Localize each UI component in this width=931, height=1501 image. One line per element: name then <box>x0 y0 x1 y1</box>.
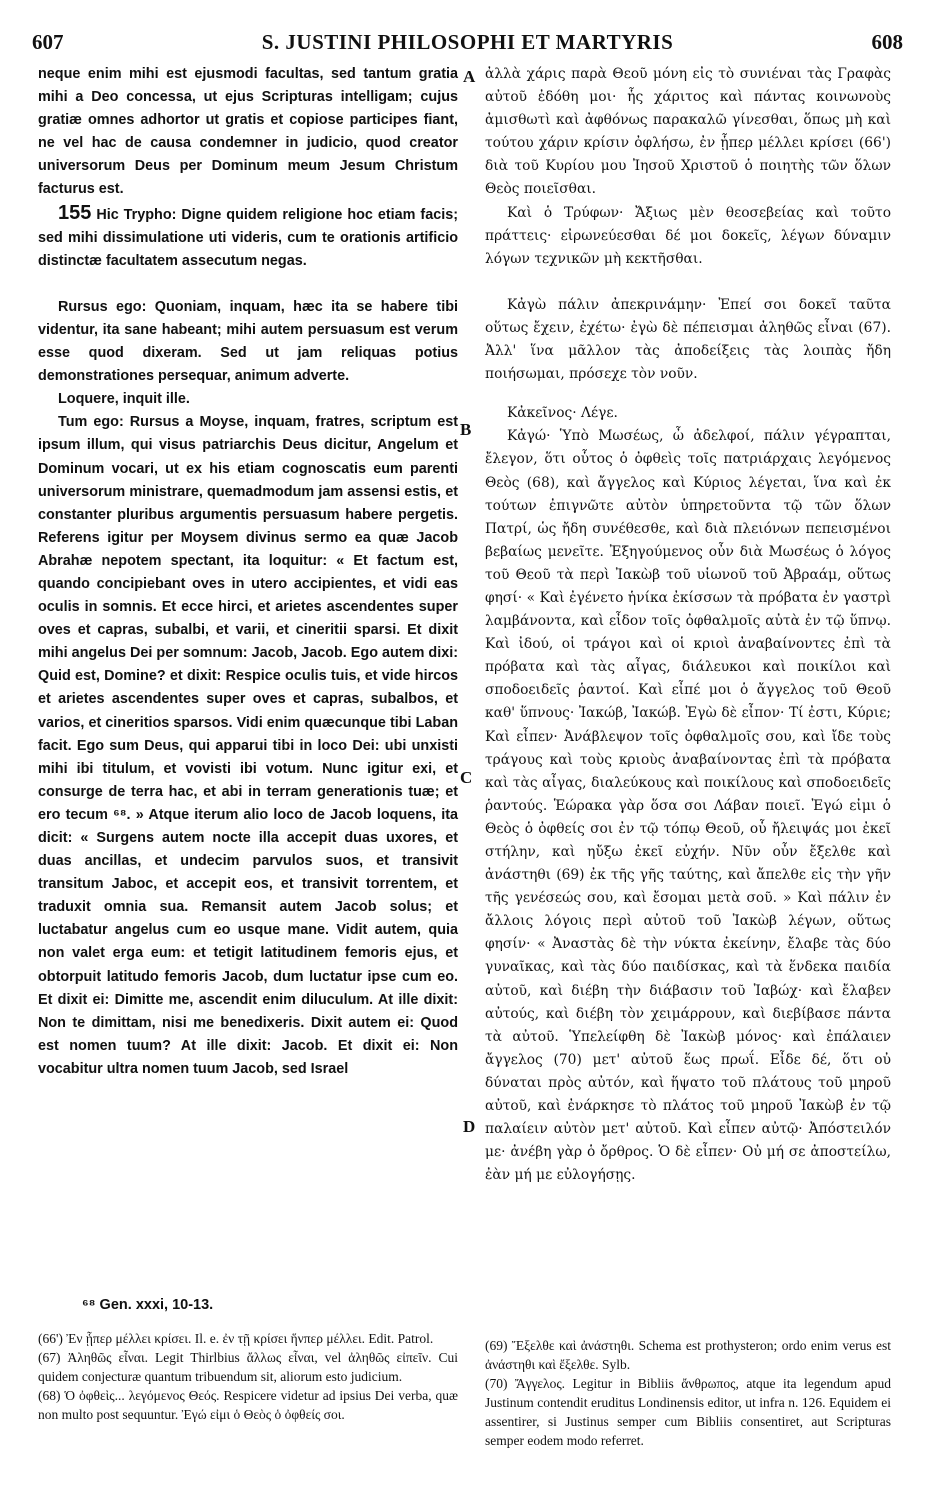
greek-paragraph: Καὶ ὁ Τρύφων· Ἄξιως μὲν θεοσεβείας καὶ τοῦτο πράττεις· εἰρωνεύεσθαι δέ μοι δοκεῖς, λέγων δύναμιν λόγων τεχνικῶν μὴ κεκτῆσθαι. <box>485 204 891 267</box>
latin-paragraph: Tum ego: Rursus a Moyse, inquam, fratres, scriptum est ipsum illum, qui visus patriarchis Deus dicitur, Angelum et Dominum vocari, ut ex his etiam cognoscatis eum parenti universorum ministrare, quemadmodum jam assensi estis, et constanter pluribus argumentis persuasum habere pergetis. Referens igitur per Moysem divinus sermo ea quæ Jacob Abrahæ nepotem spectant, ita loquitur: « Et factum est, quando concipiebant oves in utero accipientes, et vidi eas oculis in somnis. Et ecce hirci, et arietes ascendentes super oves et capras, subalbi, et varii, et cineritii sparsi. Et dixit mihi angelus Dei per somnum: Jacob, Jacob. Ego autem dixi: Quid est, Domine? et dixit: Respice oculis tuis, et vide hircos et arietes ascendentes super oves et capras, subalbos, et varios, et cineritios sparsos. Vidi enim quæcunque tibi Laban facit. Ego sum Deus, qui apparui tibi in loco Dei: ubi unxisti mihi ibi titulum, et vovisti ibi votum. Nunc igitur exi, et consurge de terra hac, et abi in terram generationis tuæ; et ero tecum ⁶⁸. » Atque iterum alio loco de Jacob loquens, ita dicit: « Surgens autem nocte illa accepit duas uxores, et duas ancillas, et undecim parvulos suos, et transivit transitum Jaboc, et accepit eos, et transivit torrentem, et traduxit omnia sua. Remansit autem Jacob solus; et luctabatur angelus cum eo usque mane. Vidit autem, quia non valet erga eum: et tetigit latitudinem femoris ejus, et obtorpuit latitudo femoris Jacob, dum luctatur ipse cum eo. Et dixit ei: Dimitte me, ascendit enim diluculum. At ille dixit: Non te dimittam, nisi me benedixeris. Dixit autem ei: Quod est nomen tuum? At ille dixit: Jacob. Et dixit ei: Non vocabitur ultra nomen tuum Jacob, sed Israel <box>38 414 458 1077</box>
margin-letter-a: A <box>463 67 476 86</box>
footnote: (69) Ἔξελθε καὶ ἀνάστηθι. Schema est prothysteron; ordo enim verus est ἀνάστηθι καὶ ἔξελθε. Sylb. <box>485 1338 891 1372</box>
footnote: (67) Ἀληθῶς εἶναι. Legit Thirlbius ἄλλως εἶναι, vel ἀληθῶς εἰπεῖν. Cui quidem conjecturæ quantum tribuendum sit, aliorum esto judicium. <box>38 1350 458 1384</box>
latin-paragraph <box>38 202 458 273</box>
latin-paragraph: neque enim mihi est ejusmodi facultas, sed tantum gratia mihi a Deo concessa, ut ejus Scripturas intelligam; cujus gratiæ omnes adhortor ut gratis et copiose participes fiant, ne vel hac de causa condemner in judicio, quod creator universorum Deus per Dominum meum Jesum Christum facturus est. <box>38 66 458 198</box>
greek-column <box>485 63 891 1187</box>
latin-paragraph: Loquere, inquit ille. <box>58 391 190 408</box>
greek-paragraph: Κἀγώ· Ὑπὸ Μωσέως, ὦ ἀδελφοί, πάλιν γέγραπται, ἔλεγον, ὅτι οὗτος ὁ ὀφθεὶς τοῖς πατριάρχαις λεγόμενος Θεὸς (68), καὶ ἄγγελος καὶ Κύριος λέγεται, ἵνα καὶ ἐκ τούτων ἐπιγνῶτε αὐτὸν ὑπηρετοῦντα τῷ τῶν ὅλων Πατρί, ὡς ἤδη συνέθεσθε, καὶ διὰ πλειόνων πεπεισμένοι βεβαίως μενεῖτε. Ἐξηγούμενος οὖν διὰ Μωσέως ὁ λόγος τοῦ Θεοῦ τὰ περὶ Ἰακὼβ τοῦ υἱωνοῦ τοῦ Ἀβραάμ, οὕτως φησί· « Καὶ ἐγένετο ἡνίκα ἐκίσσων τὰ πρόβατα ἐν γαστρὶ λαμβάνοντα, καὶ εἶδον τοῖς ὀφθαλμοῖς αὐτὰ ἐν τῷ ὕπνῳ. Καὶ ἰδού, οἱ τράγοι καὶ οἱ κριοὶ ἀναβαίνοντες ἐπὶ τὰ πρόβατα καὶ τὰς αἶγας, διάλευκοι καὶ ποικίλοι καὶ σποδοειδεῖς ῥαντοί. Καὶ εἶπέ μοι ὁ ἄγγελος τοῦ Θεοῦ καθ' ὕπνους· Ἰακώβ, Ἰακώβ. Ἐγὼ δὲ εἶπον· Τί ἐστι, Κύριε; Καὶ εἶπεν· Ἀνάβλεψον τοῖς ὀφθαλμοῖς σου, καὶ ἴδε τοὺς τράγους καὶ τοὺς κριοὺς ἀναβαίνοντας ἐπὶ τὰ πρόβατα καὶ τὰς αἶγας, διαλεύκους καὶ ποικίλους καὶ σποδοειδεῖς ῥαντούς. Ἑώρακα γὰρ ὅσα σοι Λάβαν ποιεῖ. Ἐγώ εἰμι ὁ Θεὸς ὁ ὀφθείς σοι ἐν τῷ τόπῳ Θεοῦ, οὗ ἤλειψάς μοι ἐκεῖ στήλην, καὶ ηὔξω ἐκεῖ εὐχήν. Νῦν οὖν ἔξελθε καὶ ἀνάστηθι (69) ἐκ τῆς γῆς ταύτης, καὶ ἄπελθε εἰς τὴν γῆν τῆς γενέσεώς σου, καὶ ἔσομαι μετὰ σοῦ. » Καὶ πάλιν ἐν ἄλλοις λόγοις περὶ αὐτοῦ τοῦ Ἰακὼβ λέγων, οὕτως φησίν· « Ἀναστὰς δὲ τὴν νύκτα ἐκείνην, ἔλαβε τὰς δύο γυναῖκας, καὶ τὰς δύο παιδίσκας, καὶ τὰ ἕνδεκα παιδία αὐτοῦ, καὶ διέβη τὴν διάβασιν τοῦ Ἰαβώχ· καὶ ἔλαβεν αὐτούς, καὶ διέβη τὸν χειμάρρουν, καὶ διεβίβασε πάντα τὰ αὐτοῦ. Ὑπελείφθη δὲ Ἰακὼβ μόνος· καὶ ἐπάλαιεν ἄγγελος (70) μετ' αὐτοῦ ἕως πρωΐ. Εἶδε δέ, ὅτι οὐ δύναται πρὸς αὐτόν, καὶ ἥψατο τοῦ πλάτους τοῦ μηροῦ αὐτοῦ, καὶ ἐνάρκησε τὸ πλάτος τοῦ μηροῦ Ἰακὼβ ἐν τῷ παλαίειν αὐτὸν μετ' αὐτοῦ. Καὶ εἶπεν αὐτῷ· Ἀπόστειλόν με· ἀνέβη γὰρ ὁ ὄρθρος. Ὁ δὲ εἶπεν· Οὐ μή σε ἀποστείλω, ἐὰν μή με εὐλογήσῃς. <box>485 428 891 1184</box>
page-number-right: 608 <box>871 30 903 54</box>
footnotes-left <box>38 1296 458 1424</box>
footnote: (68) Ὁ ὀφθεὶς... λεγόμενος Θεός. Respicere videtur ad ipsius Dei verba, quæ non multo post sequuntur. Ἐγώ εἰμι ὁ Θεὸς ὁ ὀφθείς σοι. <box>38 1388 458 1422</box>
running-title: S. JUSTINI PHILOSOPHI ET MARTYRIS <box>261 30 674 54</box>
latin-paragraph: Rursus ego: Quoniam, inquam, hæc ita se habere tibi videntur, ita sane habeant; mihi autem persuasum est verum esse quod dixeram. Sed ut jam reliquas potius demonstrationes persequar, animum adverte. <box>38 298 458 385</box>
greek-paragraph: ἀλλὰ χάρις παρὰ Θεοῦ μόνη εἰς τὸ συνιέναι τὰς Γραφὰς αὐτοῦ ἐδόθη μοι· ἧς χάριτος καὶ πάντας κοινωνοὺς ἀμισθωτὶ καὶ ἀφθόνως παρακαλῶ γίνεσθαι, ὅπως μὴ καὶ τούτου χάριν κρίσιν ὀφλήσω, ἐν ᾗπερ μέλλει κρίσει (66') διὰ τοῦ Κυρίου μου Ἰησοῦ Χριστοῦ ὁ ποιητὴς τῶν ὅλων Θεὸς ποιεῖσθαι. <box>485 66 891 198</box>
page-number-left: 607 <box>32 30 64 54</box>
running-header <box>32 30 903 60</box>
greek-paragraph: Κἀγὼ πάλιν ἀπεκρινάμην· Ἐπεί σοι δοκεῖ ταῦτα οὕτως ἔχειν, ἐχέτω· ἐγὼ δὲ πέπεισμαι ἀληθῶς εἶναι (67). Ἀλλ' ἵνα μᾶλλον τὰς ἀποδείξεις τὰς λοιπὰς ἤδη ποιήσωμαι, πρόσεχε τὸν νοῦν. <box>485 296 891 383</box>
scripture-reference: ⁶⁸ Gen. xxxi, 10-13. <box>82 1297 214 1313</box>
section-number: 155 <box>58 201 92 224</box>
greek-paragraph: Κἀκεῖνος· Λέγε. <box>507 405 618 422</box>
margin-letter-d: D <box>463 1117 476 1136</box>
latin-paragraph-text: Hic Trypho: Digne quidem religione hoc etiam facis; sed mihi dissimulatione uti videris, cum te orationis artificio distinctæ facultatem assecutum negas. <box>38 206 459 269</box>
footnote: (66') Ἐν ᾗπερ μέλλει κρίσει. Il. e. ἐν τῇ κρίσει ἥνπερ μέλλει. Edit. Patrol. <box>38 1331 434 1346</box>
latin-column <box>38 63 458 1081</box>
footnote: (70) Ἄγγελος. Legitur in Bibliis ἄνθρωπος, atque ita legendum apud Justinum contendit eruditus Londinensis editor, ut infra n. 126. Equidem ei assentirer, si Justinus semper cum Bibliis consentiret, aut Scripturas semper eodem modo referret. <box>485 1376 891 1448</box>
footnotes-right <box>485 1336 891 1450</box>
margin-letter-b: B <box>460 420 472 439</box>
margin-letter-c: C <box>460 768 473 787</box>
